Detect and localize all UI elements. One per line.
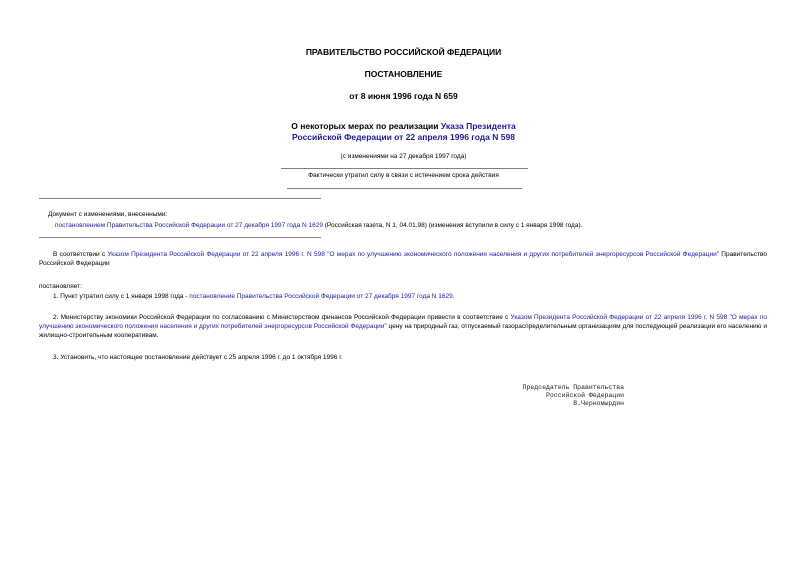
item-3-text: 3. Установить, что настоящее постановление действует с 25 апреля 1996 г. до 1 октября 1996 г. xyxy=(53,354,343,361)
signature-block xyxy=(460,384,624,408)
divider xyxy=(39,198,321,199)
decrees-word: постановляет: xyxy=(39,283,82,290)
list-item xyxy=(53,292,455,301)
title-link-decree-line2[interactable]: Российской Федерации от 22 апреля 1996 года N 598 xyxy=(292,132,515,142)
list-item xyxy=(39,313,767,340)
changes-note: (с изменениями на 27 декабря 1997 года) xyxy=(340,153,467,160)
preamble-text: В соответствии с xyxy=(53,251,108,258)
document-date-number: от 8 июня 1996 года N 659 xyxy=(349,91,458,101)
item-1-end: . xyxy=(452,293,455,300)
item-1-link[interactable]: постановление Правительства Российской Федерации от 27 декабря 1997 года N 1629 xyxy=(189,293,453,300)
preamble-decree-link[interactable]: Указом Президента Российской Федерации от 22 апреля 1996 г. N 598 "О мерах по улучшению экономического положения населения и других потребителей энергоресурсов Российской Федерации" xyxy=(107,251,720,258)
amendments-heading: Документ с изменениями, внесенными: xyxy=(48,211,168,218)
signature-position: Председатель Правительства xyxy=(522,384,624,391)
signature-organization: Российской Федерации xyxy=(545,392,624,399)
signature-name: В.Черномырдин xyxy=(573,400,624,407)
document-type: ПОСТАНОВЛЕНИЕ xyxy=(364,69,443,79)
divider xyxy=(281,168,528,169)
preamble xyxy=(39,250,767,268)
document-title xyxy=(0,121,807,143)
divider xyxy=(287,188,522,189)
amendment-source: (Российская газета, N 1, 04.01.98) (изменения вступили в силу с 1 января 1998 года). xyxy=(322,222,583,229)
item-2-text: 2. Министерству экономики Российской Федерации по согласованию с Министерством финансов Российской Федерации привести в соответствие с xyxy=(53,314,511,321)
item-2-end: цену на природный газ, отпускаемый газораспределительным организациям для последующей реализации его населению и жилищно-строительным кооперативам. xyxy=(39,323,767,339)
government-heading: ПРАВИТЕЛЬСТВО РОССИЙСКОЙ ФЕДЕРАЦИИ xyxy=(305,47,502,57)
title-prefix: О некоторых мерах по реализации xyxy=(291,121,441,131)
preamble-text-end: Правительство Российской Федерации xyxy=(39,251,768,267)
amendment-link[interactable]: постановлением Правительства Российской Федерации от 27 декабря 1997 года N 1629 xyxy=(55,222,323,229)
status-note: Фактически утратил силу в связи с истечением срока действия xyxy=(308,172,499,179)
list-item xyxy=(53,353,343,362)
item-1-text: 1. Пункт утратил силу с 1 января 1998 года - xyxy=(53,293,190,300)
amendments-line xyxy=(55,222,582,230)
item-2-link[interactable]: Указом Президента Российской Федерации от 22 апреля 1996 г. N 598 "О мерах по улучшению экономического положения населения и других потребителей энергоресурсов Российской Федерации" xyxy=(39,314,767,330)
divider xyxy=(39,237,321,238)
title-link-decree[interactable]: Указа Президента xyxy=(440,121,516,131)
